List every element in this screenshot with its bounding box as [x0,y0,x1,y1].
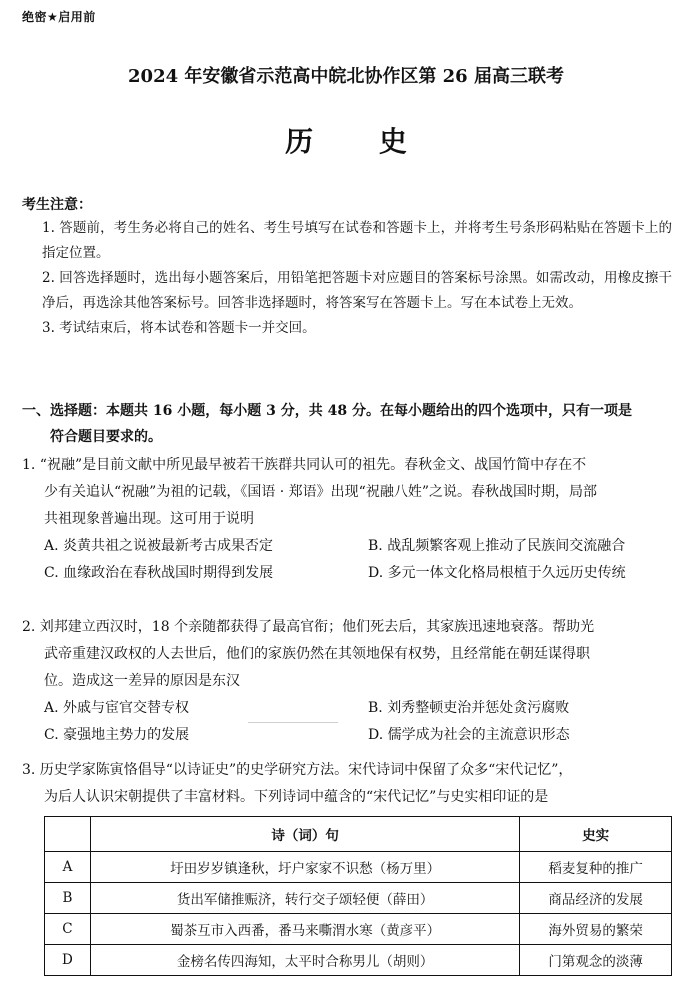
question-3-stem [22,757,672,811]
notice-item-3: 3. 考试结束后，将本试卷和答题卡一并交回。 [42,320,316,336]
question-1-stem-line2: 少有关追认“祝融”为祖的记载，《国语 · 郑语》出现“祝融八姓”之说。春秋战国时期，局部 [44,484,597,500]
table-row [45,852,672,883]
question-2-options [22,695,672,749]
table-cell-fact: 商品经济的发展 [520,883,672,914]
table-cell-fact: 门第观念的淡薄 [520,945,672,976]
question-2-stem-line3: 位。造成这一差异的原因是东汉 [44,673,240,689]
table-header-fact: 史实 [520,817,672,852]
question-2-stem-line2: 武帝重建汉政权的人去世后，他们的家族仍然在其领地保有权势，且经常能在朝廷谋得职 [44,646,590,662]
table-cell-option: B [45,883,91,914]
question-3 [22,757,672,811]
notice-item-2: 2. 回答选择题时，选出每小题答案后，用铅笔把答题卡对应题目的答案标号涂黑。如需改动，用橡皮擦干净后，再选涂其他答案标号。回答非选择题时，将答案写在答题卡上。写在本试卷上无效。 [42,270,672,311]
table-cell-option: C [45,914,91,945]
table-header-option [45,817,91,852]
question-3-stem-line2: 为后人认识宋朝提供了丰富材料。下列诗词中蕴含的“宋代记忆”与史实相印证的是 [44,789,549,805]
question-1-options [22,533,672,587]
table-cell-option: A [45,852,91,883]
table-cell-option: D [45,945,91,976]
section-heading-line2: 符合题目要求的。 [50,429,162,445]
question-2-option-a: A. 外戚与宦官交替专权 [44,700,190,716]
question-3-table [44,816,672,976]
question-1-stem [22,452,672,533]
table-cell-poem: 圩田岁岁镇逢秋，圩户家家不识愁（杨万里） [90,852,519,883]
section-heading [22,398,672,450]
table-header-row [45,817,672,852]
notice-heading: 考生注意： [22,197,92,213]
question-2-stem-line1: 2. 刘邦建立西汉时，18 个亲随都获得了最高官衔；他们死去后，其家族迅速地衰落。帮助光 [22,619,595,635]
table-cell-poem: 蜀茶互市入西番，番马来嘶渭水寒（黄彦平） [90,914,519,945]
question-1-stem-line3: 共祖现象普遍出现。这可用于说明 [44,511,254,527]
table-row [45,945,672,976]
table-cell-poem: 货出军储推赈济，转行交子颂轻便（薛田） [90,883,519,914]
question-2-stem [22,614,672,695]
question-2-option-b: B. 刘秀整顿吏治并惩处贪污腐败 [368,700,570,716]
table-row [45,914,672,945]
question-1-option-d: D. 多元一体文化格局根植于久远历史传统 [368,565,626,581]
table-row [45,883,672,914]
question-3-stem-line1: 3. 历史学家陈寅恪倡导“以诗证史”的史学研究方法。宋代诗词中保留了众多“宋代记忆”， [22,762,573,778]
question-1-option-b: B. 战乱频繁客观上推动了民族间交流融合 [368,538,626,554]
question-2-option-c: C. 豪强地主势力的发展 [44,727,190,743]
table-cell-fact: 稻麦复种的推广 [520,852,672,883]
question-1-option-c: C. 血缘政治在春秋战国时期得到发展 [44,565,274,581]
question-1-option-a: A. 炎黄共祖之说被最新考古成果否定 [44,538,274,554]
notice-item-1: 1. 答题前，考生务必将自己的姓名、考生号填写在试卷和答题卡上，并将考生号条形码粘贴在答题卡上的指定位置。 [42,220,672,261]
exam-title: 2024 年安徽省示范高中皖北协作区第 26 届高三联考 [128,66,564,87]
subject-title: 历 史 [285,125,435,158]
table-cell-fact: 海外贸易的繁荣 [520,914,672,945]
confidential-stamp: 绝密★启用前 [22,10,96,24]
question-2 [22,614,672,749]
question-1 [22,452,672,587]
section-heading-line1: 一、选择题：本题共 16 小题，每小题 3 分，共 48 分。在每小题给出的四个选项中，只有一项是 [22,403,632,419]
table-header-poem: 诗（词）句 [90,817,519,852]
notice-list [42,216,672,341]
table-cell-poem: 金榜名传四海知，太平时合称男儿（胡则） [90,945,519,976]
question-1-stem-line1: 1. “祝融”是目前文献中所见最早被若干族群共同认可的祖先。春秋金文、战国竹简中存在不 [22,457,587,473]
question-2-option-d: D. 儒学成为社会的主流意识形态 [368,727,570,743]
scan-artifact-line [248,722,338,723]
